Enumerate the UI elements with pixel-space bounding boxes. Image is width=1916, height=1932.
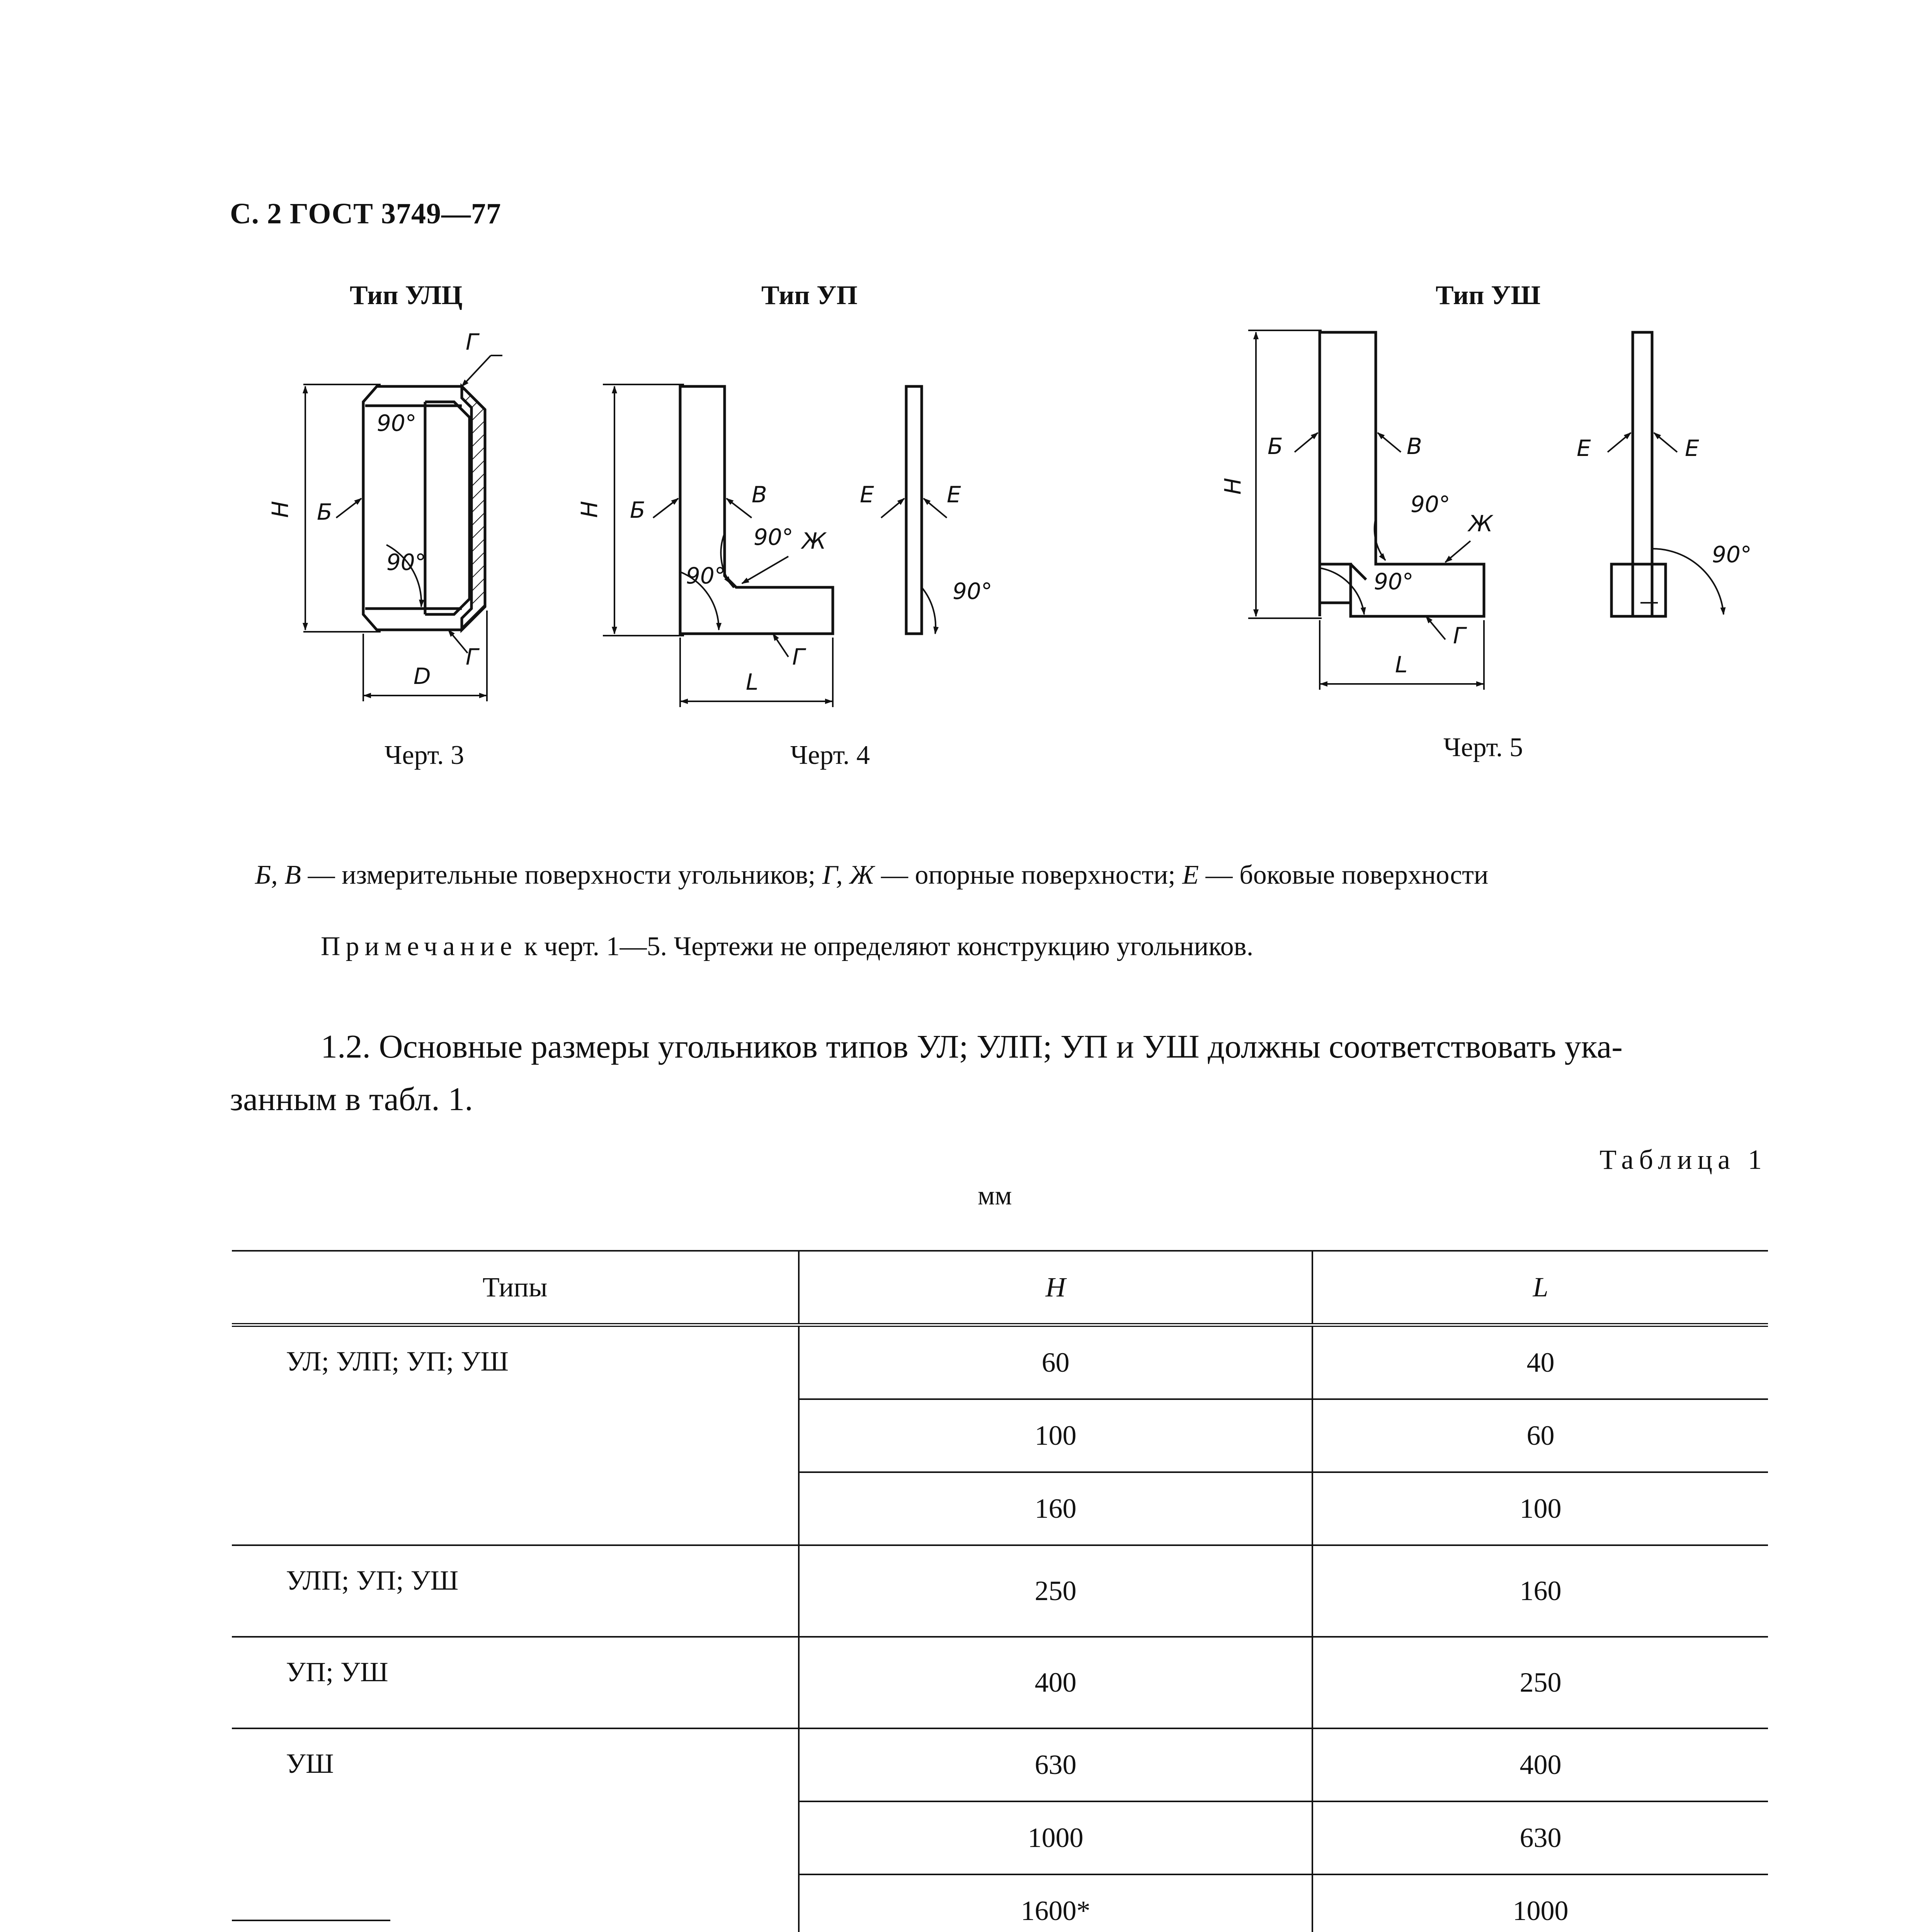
- header-types: Типы: [232, 1251, 799, 1325]
- l-cell: 60: [1312, 1399, 1768, 1472]
- fig4-label-e2: Е: [947, 481, 961, 508]
- fig4-label-zh: Ж: [802, 528, 826, 554]
- fig4-label-l: L: [746, 669, 759, 695]
- fig5-label-angle2: 90°: [1374, 568, 1414, 595]
- legend-symbols-a: Б, В: [255, 860, 301, 890]
- fig3-label-b: Б: [317, 499, 332, 525]
- note-text: к черт. 1—5. Чертежи не определяют конструкцию угольников.: [517, 932, 1254, 961]
- fig3-label-g2: Г: [466, 644, 478, 670]
- fig3-label-angle2: 90°: [386, 549, 426, 575]
- fig3-label-g1: Г: [466, 329, 478, 355]
- l-cell: 40: [1312, 1325, 1768, 1399]
- footnote-divider: [232, 1920, 390, 1921]
- figures-note: [321, 931, 1253, 962]
- note-label: Примечание: [321, 932, 517, 961]
- fig3-label-h: H: [267, 501, 293, 518]
- h-cell: 1000: [799, 1801, 1312, 1874]
- fig4-label-h: H: [576, 501, 602, 518]
- figure-3-caption: Черт. 3: [385, 740, 464, 770]
- table-row: [232, 1637, 1768, 1728]
- legend-text-b: — опорные поверхности;: [874, 860, 1183, 890]
- type-cell: УШ: [286, 1748, 334, 1779]
- fig5-label-g: Г: [1453, 622, 1466, 649]
- l-cell: 1000: [1312, 1874, 1768, 1932]
- h-cell: 60: [799, 1325, 1312, 1399]
- fig5-label-h: H: [1220, 478, 1246, 495]
- h-cell: 100: [799, 1399, 1312, 1472]
- table-header-row: [232, 1251, 1768, 1325]
- fig5-label-v: В: [1407, 433, 1422, 459]
- page-header: С. 2 ГОСТ 3749—77: [230, 197, 501, 230]
- legend-text-a: — измерительные поверхности угольников;: [301, 860, 822, 890]
- l-cell: 100: [1312, 1472, 1768, 1545]
- fig5-label-e1: Е: [1577, 435, 1591, 461]
- paragraph-1-2-line1: 1.2. Основные размеры угольников типов УЛ; УЛП; УП и УШ должны соответствовать ука-: [321, 1028, 1623, 1065]
- figure-5-caption: Черт. 5: [1443, 733, 1523, 762]
- l-cell: 160: [1312, 1545, 1768, 1637]
- technical-drawings: [0, 0, 1916, 811]
- type-cell: УЛ; УЛП; УП; УШ: [232, 1325, 799, 1545]
- l-cell: 400: [1312, 1728, 1768, 1801]
- fig3-label-d: D: [413, 663, 431, 689]
- figure-5-title: Тип УШ: [1436, 281, 1541, 310]
- fig4-label-angle1: 90°: [754, 524, 793, 550]
- legend-text-c: — боковые поверхности: [1199, 860, 1489, 890]
- figure-4-title: Тип УП: [761, 281, 858, 310]
- fig4-label-v: В: [752, 481, 767, 508]
- table-1-unit: мм: [978, 1181, 1012, 1211]
- fig5-label-e2: Е: [1685, 435, 1699, 461]
- figure-5-drawing: [1248, 330, 1724, 690]
- fig4-label-angle3: 90°: [953, 578, 992, 604]
- table-row: [232, 1325, 1768, 1399]
- h-cell: 630: [799, 1728, 1312, 1801]
- h-cell: 160: [799, 1472, 1312, 1545]
- legend-symbols-b: Г, Ж: [822, 860, 875, 890]
- surfaces-legend: [255, 860, 1488, 891]
- fig5-label-angle1: 90°: [1411, 491, 1450, 517]
- type-cell: УП; УШ: [232, 1637, 799, 1728]
- fig5-label-angle3: 90°: [1712, 541, 1752, 568]
- header-l: L: [1312, 1251, 1768, 1325]
- l-cell: 250: [1312, 1637, 1768, 1728]
- paragraph-1-2: [230, 1020, 1766, 1125]
- fig4-label-e1: Е: [860, 481, 874, 508]
- fig5-label-zh: Ж: [1468, 510, 1493, 537]
- table-row: [232, 1545, 1768, 1637]
- type-cell: УЛП; УП; УШ: [232, 1545, 799, 1637]
- fig4-label-angle2: 90°: [686, 563, 726, 589]
- h-cell: 1600*: [799, 1874, 1312, 1932]
- figure-3-title: Тип УЛЦ: [350, 281, 463, 310]
- fig4-label-b: Б: [630, 497, 645, 523]
- figure-4-caption: Черт. 4: [790, 740, 870, 770]
- fig5-label-l: L: [1395, 651, 1408, 678]
- h-cell: 250: [799, 1545, 1312, 1637]
- fig5-label-b: Б: [1268, 433, 1283, 459]
- l-cell: 630: [1312, 1801, 1768, 1874]
- h-cell: 400: [799, 1637, 1312, 1728]
- table-1-caption: Таблица 1: [1600, 1144, 1767, 1175]
- header-h: H: [799, 1251, 1312, 1325]
- table-row: [232, 1728, 1768, 1801]
- table-1: [232, 1250, 1768, 1932]
- fig4-label-g: Г: [792, 644, 805, 670]
- paragraph-1-2-line2: занным в табл. 1.: [230, 1080, 473, 1117]
- legend-symbols-c: Е: [1182, 860, 1199, 890]
- fig3-label-angle1: 90°: [377, 410, 417, 436]
